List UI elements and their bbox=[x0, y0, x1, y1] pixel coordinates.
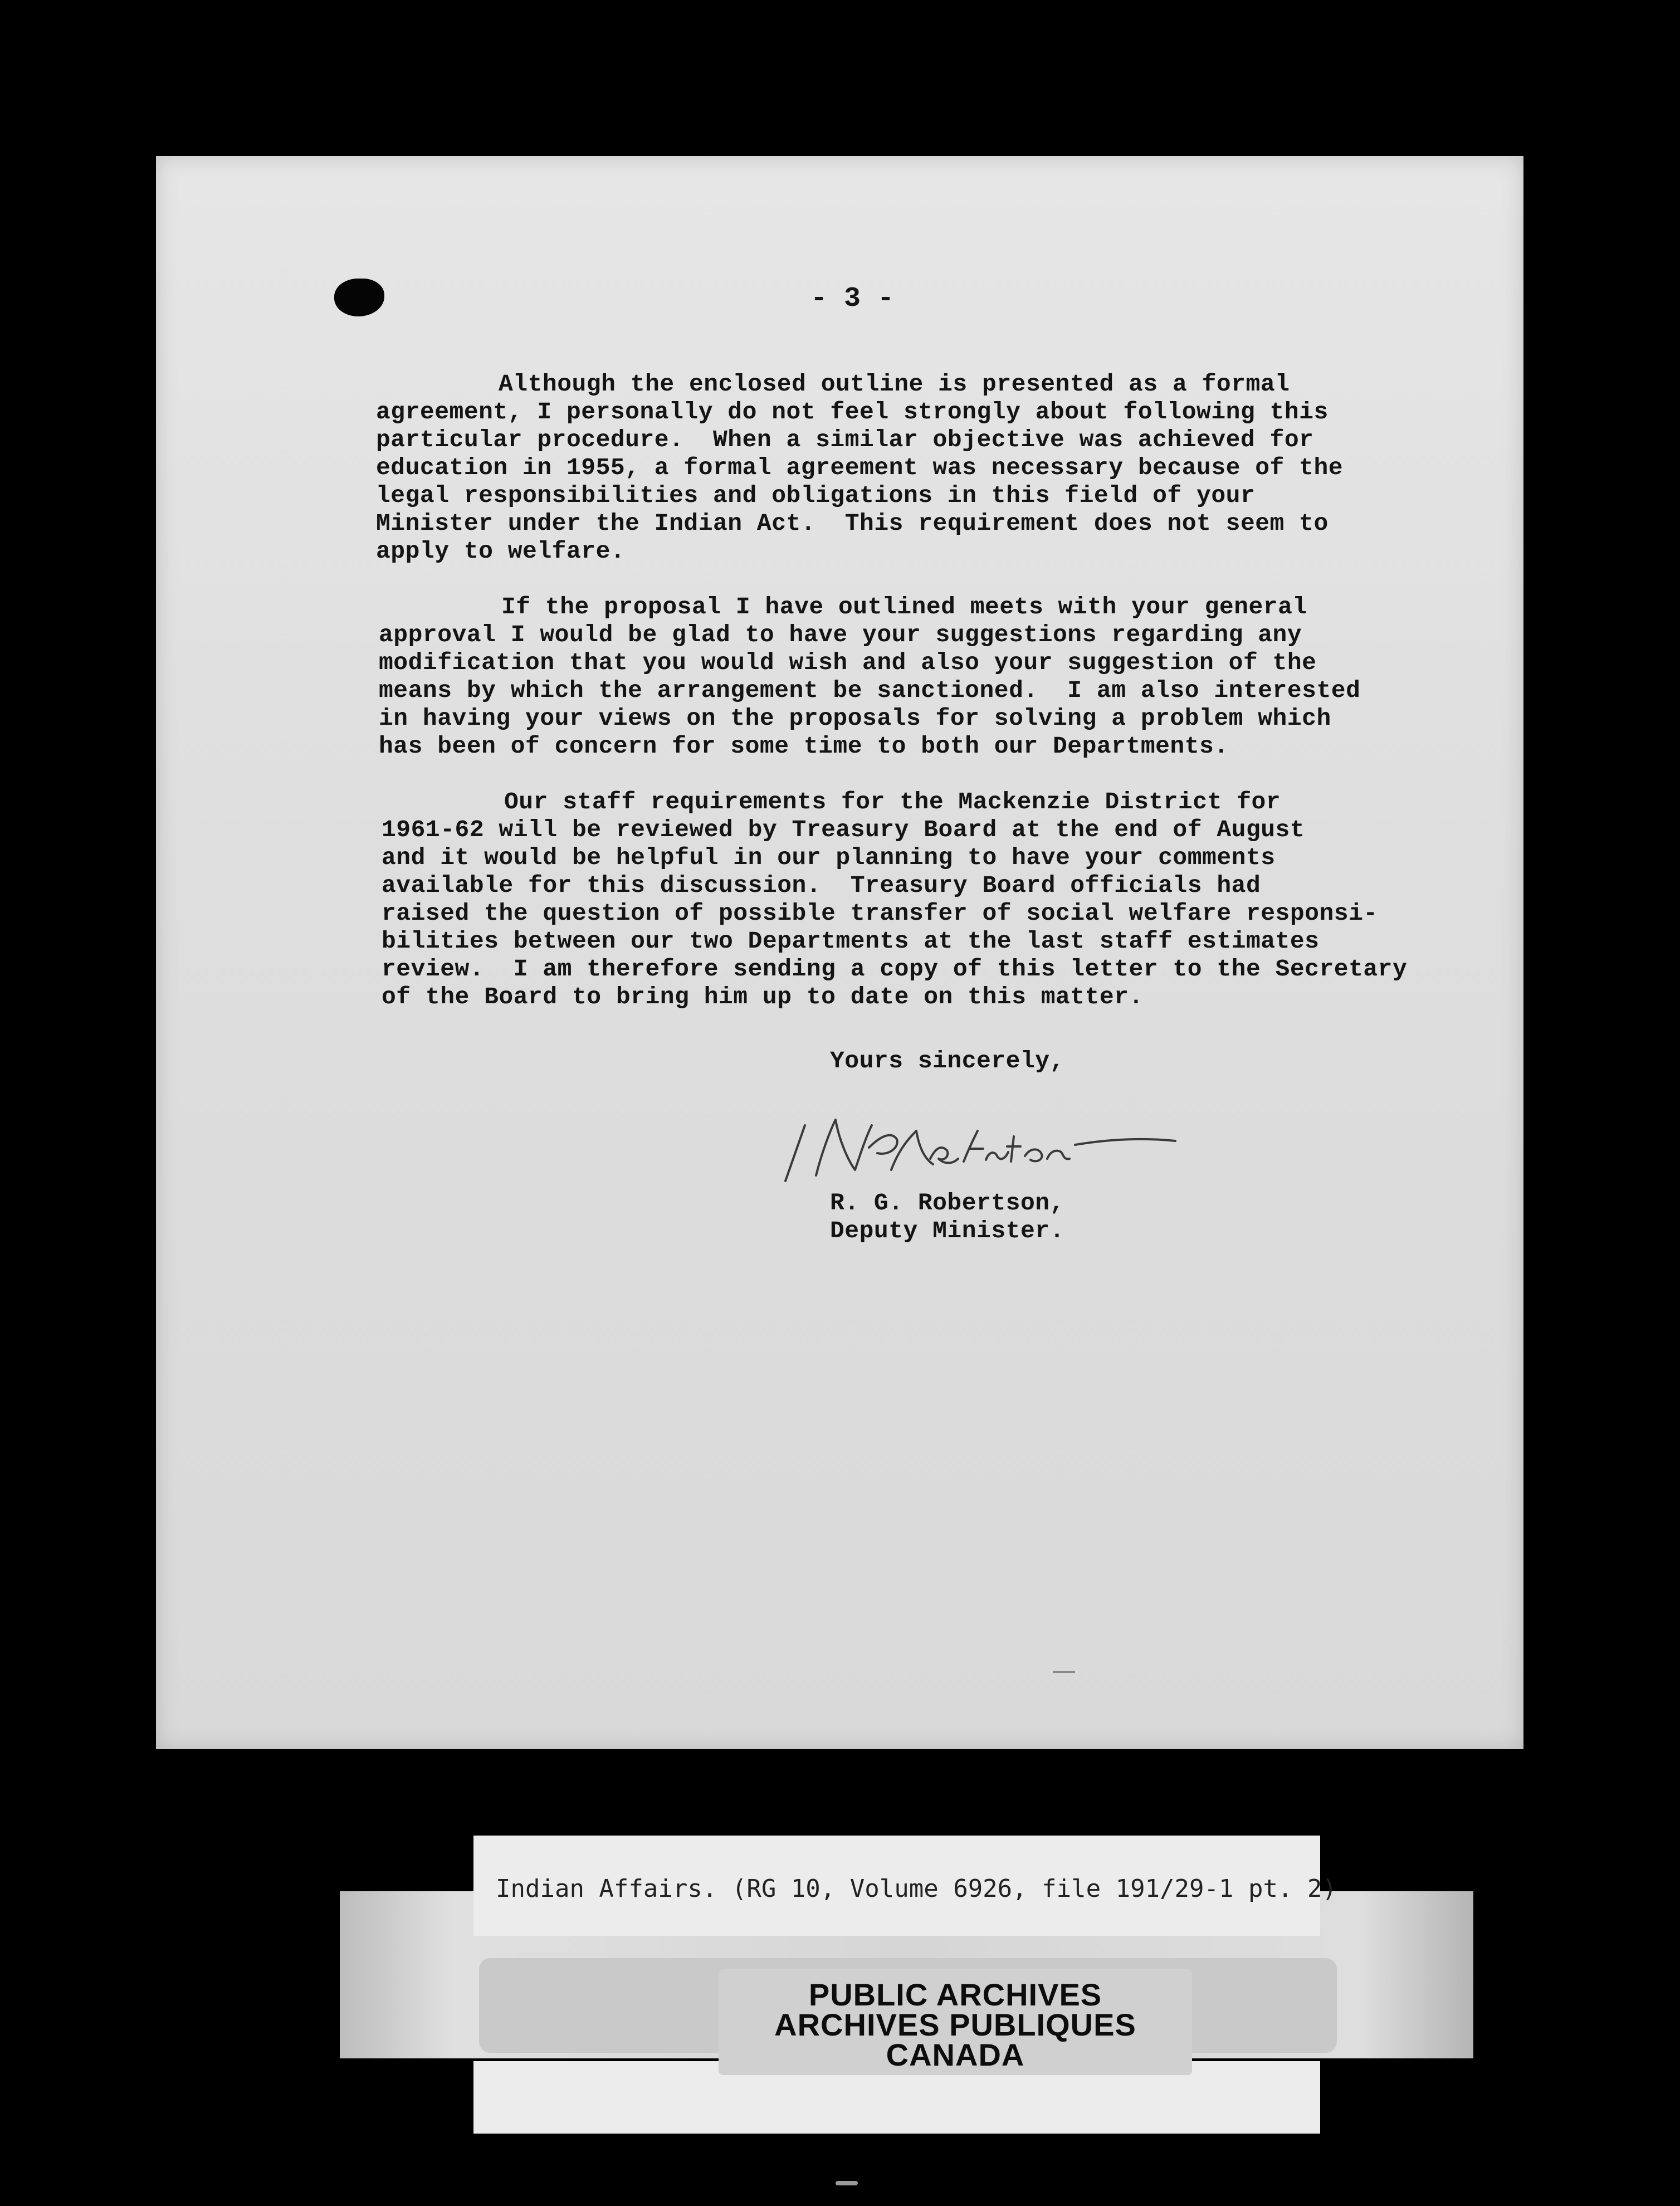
letter-line: Minister under the Indian Act. This requirement does not seem to bbox=[376, 510, 1329, 537]
signatory-name: R. G. Robertson, bbox=[830, 1189, 1064, 1217]
letter-line: of the Board to bring him up to date on this matter. bbox=[382, 983, 1144, 1011]
letter-body bbox=[156, 156, 1523, 1749]
handwritten-signature bbox=[763, 1086, 1186, 1198]
letter-page bbox=[156, 156, 1523, 1749]
letter-line: bilities between our two Departments at the last staff estimates bbox=[382, 928, 1320, 955]
letter-line: means by which the arrangement be sanctioned. I am also interested bbox=[379, 677, 1361, 704]
archive-file-reference: Indian Affairs. (RG 10, Volume 6926, file 191/29-1 pt. 2) bbox=[496, 1875, 1337, 1903]
letter-line: approval I would be glad to have your suggestions regarding any bbox=[379, 621, 1302, 648]
film-speck bbox=[836, 2181, 858, 2185]
letter-closing: Yours sincerely, bbox=[830, 1047, 1064, 1075]
letter-line: available for this discussion. Treasury Board officials had bbox=[382, 872, 1261, 899]
letter-line: raised the question of possible transfer of social welfare responsi- bbox=[382, 900, 1378, 927]
letter-line: particular procedure. When a similar objective was achieved for bbox=[376, 426, 1314, 453]
archive-stamp bbox=[719, 1969, 1192, 2075]
letter-line: in having your views on the proposals for solving a problem which bbox=[379, 705, 1331, 732]
stamp-line-3: CANADA bbox=[886, 2037, 1025, 2072]
letter-line: modification that you would wish and also your suggestion of the bbox=[379, 649, 1317, 676]
letter-line: Although the enclosed outline is presented as a formal bbox=[499, 370, 1290, 398]
stamp-line-1: PUBLIC ARCHIVES bbox=[808, 1977, 1102, 2012]
letter-line: review. I am therefore sending a copy of this letter to the Secretary bbox=[382, 955, 1408, 983]
page-mark bbox=[1053, 1671, 1075, 1673]
stamp-line-2: ARCHIVES PUBLIQUES bbox=[774, 2007, 1136, 2042]
letter-line: 1961-62 will be reviewed by Treasury Board at the end of August bbox=[382, 816, 1305, 843]
letter-line: Our staff requirements for the Mackenzie District for bbox=[504, 788, 1281, 816]
letter-line: has been of concern for some time to both our Departments. bbox=[379, 733, 1229, 760]
letter-line: education in 1955, a formal agreement was necessary because of the bbox=[376, 454, 1344, 481]
signatory-title: Deputy Minister. bbox=[830, 1217, 1064, 1244]
letter-line: legal responsibilities and obligations in this field of your bbox=[376, 482, 1256, 509]
letter-line: and it would be helpful in our planning to have your comments bbox=[382, 844, 1276, 871]
letter-line: apply to welfare. bbox=[376, 538, 626, 565]
page-number: - 3 - bbox=[810, 283, 895, 315]
letter-line: agreement, I personally do not feel strongly about following this bbox=[376, 398, 1329, 426]
letter-line: If the proposal I have outlined meets with your general bbox=[501, 593, 1307, 621]
